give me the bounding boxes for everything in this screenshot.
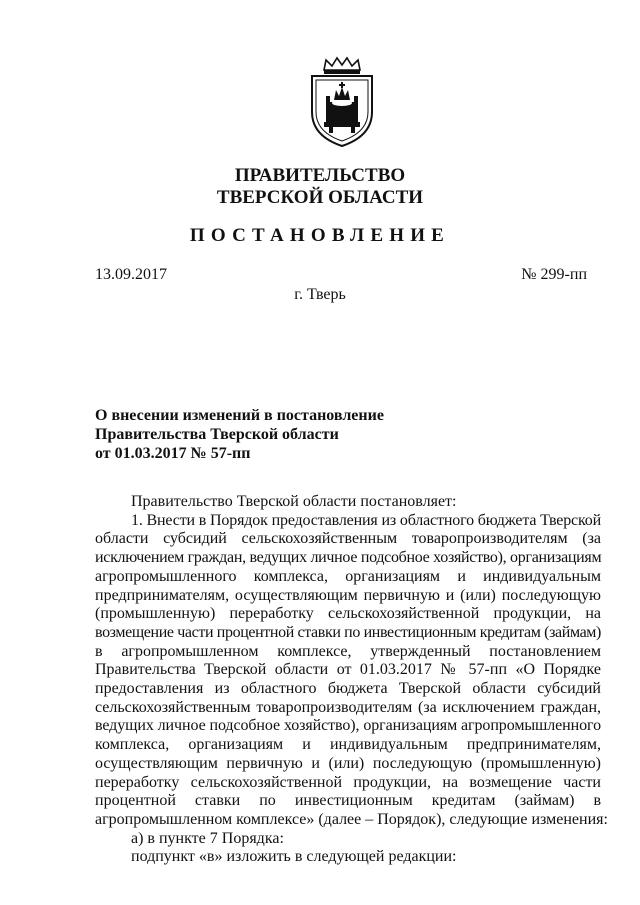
body-line: сельскохозяйственным товаропроизводителям (за исключением граждан, bbox=[95, 698, 601, 716]
government-name-line2: ТВЕРСКОЙ ОБЛАСТИ bbox=[216, 187, 424, 208]
body-line: процентной ставки по инвестиционным кредитам (займам) в bbox=[95, 792, 601, 810]
government-name-line1: ПРАВИТЕЛЬСТВО bbox=[234, 165, 406, 186]
document-type-title: ПОСТАНОВЛЕНИЕ bbox=[189, 225, 451, 246]
body-line: подпункт «в» изложить в следующей редакции: bbox=[131, 848, 457, 866]
subject-line: О внесении изменений в постановление bbox=[95, 407, 384, 424]
body-line: переработку сельскохозяйственной продукции, на возмещение части bbox=[95, 773, 601, 791]
body-line: комплекса, организациям и индивидуальным предпринимателям, bbox=[95, 736, 601, 754]
document-subject bbox=[95, 406, 384, 463]
document-body bbox=[95, 493, 608, 867]
body-line: области субсидий сельскохозяйственным товаропроизводителям (за bbox=[95, 530, 601, 548]
body-line: в агропромышленном комплексе, утвержденный постановлением bbox=[95, 642, 601, 660]
body-line: а) в пункте 7 Порядка: bbox=[131, 829, 284, 847]
subject-line: от 01.03.2017 № 57-пп bbox=[95, 445, 251, 462]
subject-line: Правительства Тверской области bbox=[95, 426, 339, 443]
body-line: исключением граждан, ведущих личное подсобное хозяйство), организациям bbox=[95, 549, 602, 567]
body-line: осуществляющим первичную и (или) последующую (промышленную) bbox=[95, 754, 601, 772]
body-line: предпринимателям, осуществляющим первичную и (или) последующую bbox=[95, 586, 601, 604]
body-line: Правительства Тверской области от 01.03.2017 № 57-пп «О Порядке bbox=[95, 661, 601, 679]
body-line: ведущих личное подсобное хозяйство), организациям агропромышленного bbox=[95, 717, 601, 735]
document-city: г. Тверь bbox=[294, 286, 346, 303]
body-line: агропромышленного комплекса, организациям и индивидуальным bbox=[95, 567, 601, 585]
coat-of-arms-icon bbox=[302, 56, 382, 148]
body-line: (промышленную) переработку сельскохозяйственной продукции, на bbox=[95, 605, 601, 623]
body-line: возмещение части процентной ставки по инвестиционным кредитам (займам) bbox=[95, 623, 601, 641]
body-line: Правительство Тверской области постановляет: bbox=[131, 493, 457, 510]
body-line: предоставления из областного бюджета Тверской области субсидий bbox=[95, 680, 601, 698]
document-number: № 299-пп bbox=[521, 266, 587, 283]
document-date: 13.09.2017 bbox=[95, 266, 167, 283]
body-line: агропромышленном комплексе» (далее – Порядок), следующие изменения: bbox=[95, 810, 608, 828]
body-line: 1. Внести в Порядок предоставления из областного бюджета Тверской bbox=[131, 511, 602, 529]
